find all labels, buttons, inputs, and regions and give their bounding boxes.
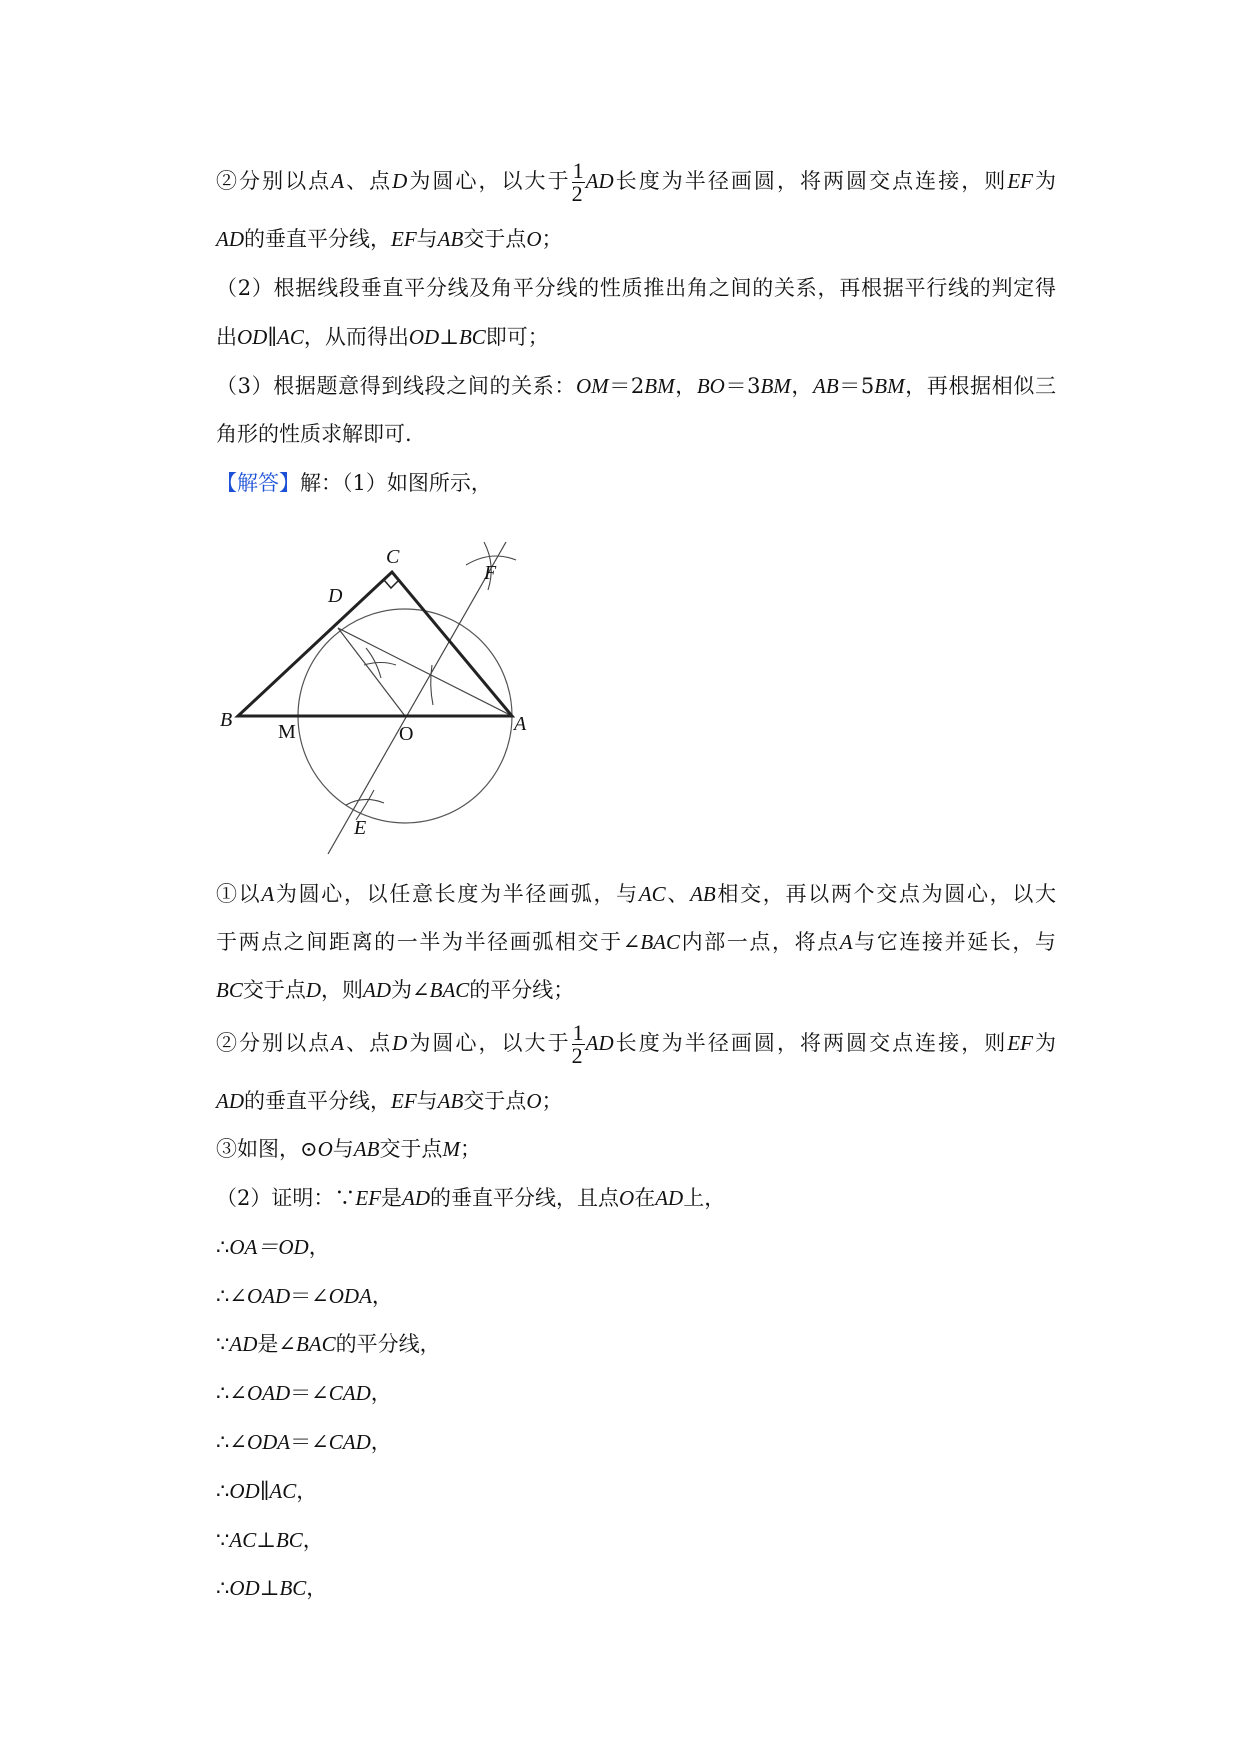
text-line [216,1131,1056,1167]
segment-od [338,628,405,716]
text: ，从而得出 [303,325,409,349]
text: 、点 [344,1031,393,1055]
text-line [216,1326,1056,1362]
text: ， [302,1528,324,1552]
math-text: O [526,227,542,251]
answer-line [216,465,1056,501]
fraction-denominator: 2 [571,181,583,206]
math-text: ODA [246,1430,291,1454]
text: ∵ [216,1528,230,1552]
text: ∴ [216,1576,230,1600]
text: 交于点 [242,978,306,1002]
label-b: B [220,709,233,731]
math-text: AC⊥BC [229,1528,303,1552]
math-text: ODA [328,1284,372,1308]
text: 交于点 [379,1137,443,1161]
text: ， [296,1479,318,1503]
text: ∵ [216,1332,230,1356]
math-text: AB [813,374,839,398]
text: ③如图，⊙ [216,1137,318,1161]
text: 即可； [485,325,549,349]
text: ， [370,1430,392,1454]
text: ， [371,1284,393,1308]
text: ∴ [216,1235,230,1259]
text-line [216,1278,1056,1314]
text: 交于点 [463,227,527,251]
math-text: AD [655,1186,684,1210]
text: ； [541,1089,563,1113]
text-line [216,1083,1056,1119]
text-line [216,158,1057,206]
text: ∴ [216,1479,230,1503]
text: 为 [1033,169,1057,193]
math-text: EF [1007,1031,1033,1055]
text: 与它连接并延长，与 [852,930,1056,954]
text: ②分别以点 [216,169,332,193]
math-text: AC [638,882,666,906]
math-text: BAC [429,978,470,1002]
math-text: BAC [295,1332,336,1356]
label-d: D [328,585,343,607]
text: ， [674,374,697,398]
math-text: AD [585,169,614,193]
text: 为∠ [391,978,430,1002]
answer-tag: 【解答】 [216,471,300,495]
text-line [216,1229,1056,1265]
text: 是∠ [257,1332,296,1356]
label-f: F [484,562,497,584]
text-line [216,1180,1056,1216]
label-o: O [399,723,414,745]
math-text: EF [1007,169,1033,193]
text-line [216,221,1056,257]
text: 的平分线； [469,978,575,1002]
text: ； [541,227,563,251]
text-line [216,368,1056,404]
text: 与 [416,1089,438,1113]
triangle-abc [238,572,512,716]
text: 的垂直平分线， [244,227,391,251]
math-text: AB [437,1089,464,1113]
math-text: OD⊥BC [229,1576,307,1600]
text-line [216,1424,1056,1460]
text: ， [308,1235,330,1259]
math-text: BM [760,374,791,398]
text-line [216,416,1056,452]
label-c: C [386,546,400,568]
math-text: BAC [640,930,681,954]
label-e: E [354,817,367,839]
text: 上， [683,1186,726,1210]
math-text: CAD [328,1430,371,1454]
construction-arc [364,663,396,666]
math-text: A [839,930,853,954]
math-text: OD∥AC [237,325,304,349]
math-text: A [331,169,345,193]
text: 相交，再以两个交点为圆心，以大 [715,882,1057,906]
text: （3）根据题意得到线段之间的关系： [216,374,576,398]
math-text: AB [690,882,716,906]
text-line [216,1473,1056,1509]
text: 为圆心，以任意长度为半径画弧，与 [274,882,639,906]
text-line [216,270,1056,306]
math-text: O [619,1186,635,1210]
text: 、 [665,882,691,906]
math-text: AD [216,227,244,251]
math-text: OAD [246,1284,291,1308]
math-text: AD [402,1186,431,1210]
math-text: A [261,882,275,906]
label-a: A [514,713,527,735]
text: 解：（1）如图所示， [300,471,492,495]
math-text: OD∥AC [229,1479,297,1503]
right-angle-mark [384,580,399,588]
math-text: BM [874,374,905,398]
text: ， [790,374,814,398]
text: ①以 [216,882,262,906]
text: ∴∠ [216,1381,247,1405]
text: ，再根据相似三 [904,374,1056,398]
text: 出 [216,325,237,349]
text: 、点 [344,169,393,193]
math-text: AD [216,1089,244,1113]
text-line [216,876,1056,912]
math-text: OD⊥BC [408,325,486,349]
text-line [216,1020,1057,1068]
text: 是 [381,1186,403,1210]
text: ∴∠ [216,1284,247,1308]
text: 长度为半径画圆，将两圆交点连接，则 [613,1031,1008,1055]
math-text: O [526,1089,542,1113]
math-text: O [317,1137,333,1161]
math-text: BM [644,374,675,398]
text: ②分别以点 [216,1031,332,1055]
line-ef [328,542,506,854]
text: ， [370,1381,392,1405]
text-line [216,1570,1056,1606]
text: 为圆心，以大于 [407,169,571,193]
text-line [216,1522,1056,1558]
math-text: AD [585,1031,614,1055]
math-text: OM [575,374,609,398]
text: ， [306,1576,328,1600]
label-m: M [278,721,296,743]
text-line [216,924,1056,960]
text: （2）根据线段垂直平分线及角平分线的性质推出角之间的关系，再根据平行线的判定得 [216,276,1056,300]
fraction-denominator: 2 [571,1043,583,1068]
text: 内部一点，将点 [680,930,840,954]
text-line [216,972,1056,1008]
text: ＝∠ [290,1284,329,1308]
text: 的垂直平分线，且点 [430,1186,620,1210]
math-text: AD [363,978,392,1002]
text: ＝∠ [290,1430,329,1454]
text: 的垂直平分线， [244,1089,391,1113]
text: ＝2 [608,374,645,398]
text: ＝5 [838,374,875,398]
text: ，则 [321,978,364,1002]
text: 于两点之间距离的一半为半径画弧相交于∠ [216,930,641,954]
math-text: D [305,978,322,1002]
math-text: OA＝OD [229,1235,309,1259]
math-text: D [392,1031,408,1055]
math-text: D [392,169,408,193]
fraction-numerator: 1 [572,158,584,183]
fraction [572,1022,585,1067]
math-text: EF [355,1186,382,1210]
text: 长度为半径画圆，将两圆交点连接，则 [613,169,1008,193]
construction-arc [346,799,384,805]
text: 在 [634,1186,656,1210]
fraction-numerator: 1 [572,1020,584,1045]
text: 角形的性质求解即可. [216,422,412,446]
text: ∴∠ [216,1430,247,1454]
text: 与 [332,1137,354,1161]
segment-ad [338,628,512,716]
math-text: OAD [246,1381,291,1405]
math-text: A [331,1031,345,1055]
math-text: EF [391,227,417,251]
text: 为 [1033,1031,1057,1055]
text: 与 [416,227,438,251]
math-text: BC [216,978,243,1002]
text: （2）证明：∵ [216,1186,356,1210]
geometry-figure [216,520,536,860]
text-line [216,319,1056,355]
math-text: AB [353,1137,380,1161]
text: 的平分线， [335,1332,441,1356]
text: ＝∠ [290,1381,329,1405]
text: ＝3 [724,374,761,398]
text-line [216,1375,1056,1411]
math-text: M [442,1137,460,1161]
fraction [572,160,585,205]
math-text: EF [391,1089,417,1113]
math-text: BO [696,374,725,398]
text: ； [459,1137,481,1161]
math-text: AD [229,1332,258,1356]
text: 为圆心，以大于 [407,1031,571,1055]
math-text: CAD [328,1381,371,1405]
text: 交于点 [463,1089,527,1113]
math-text: AB [437,227,464,251]
